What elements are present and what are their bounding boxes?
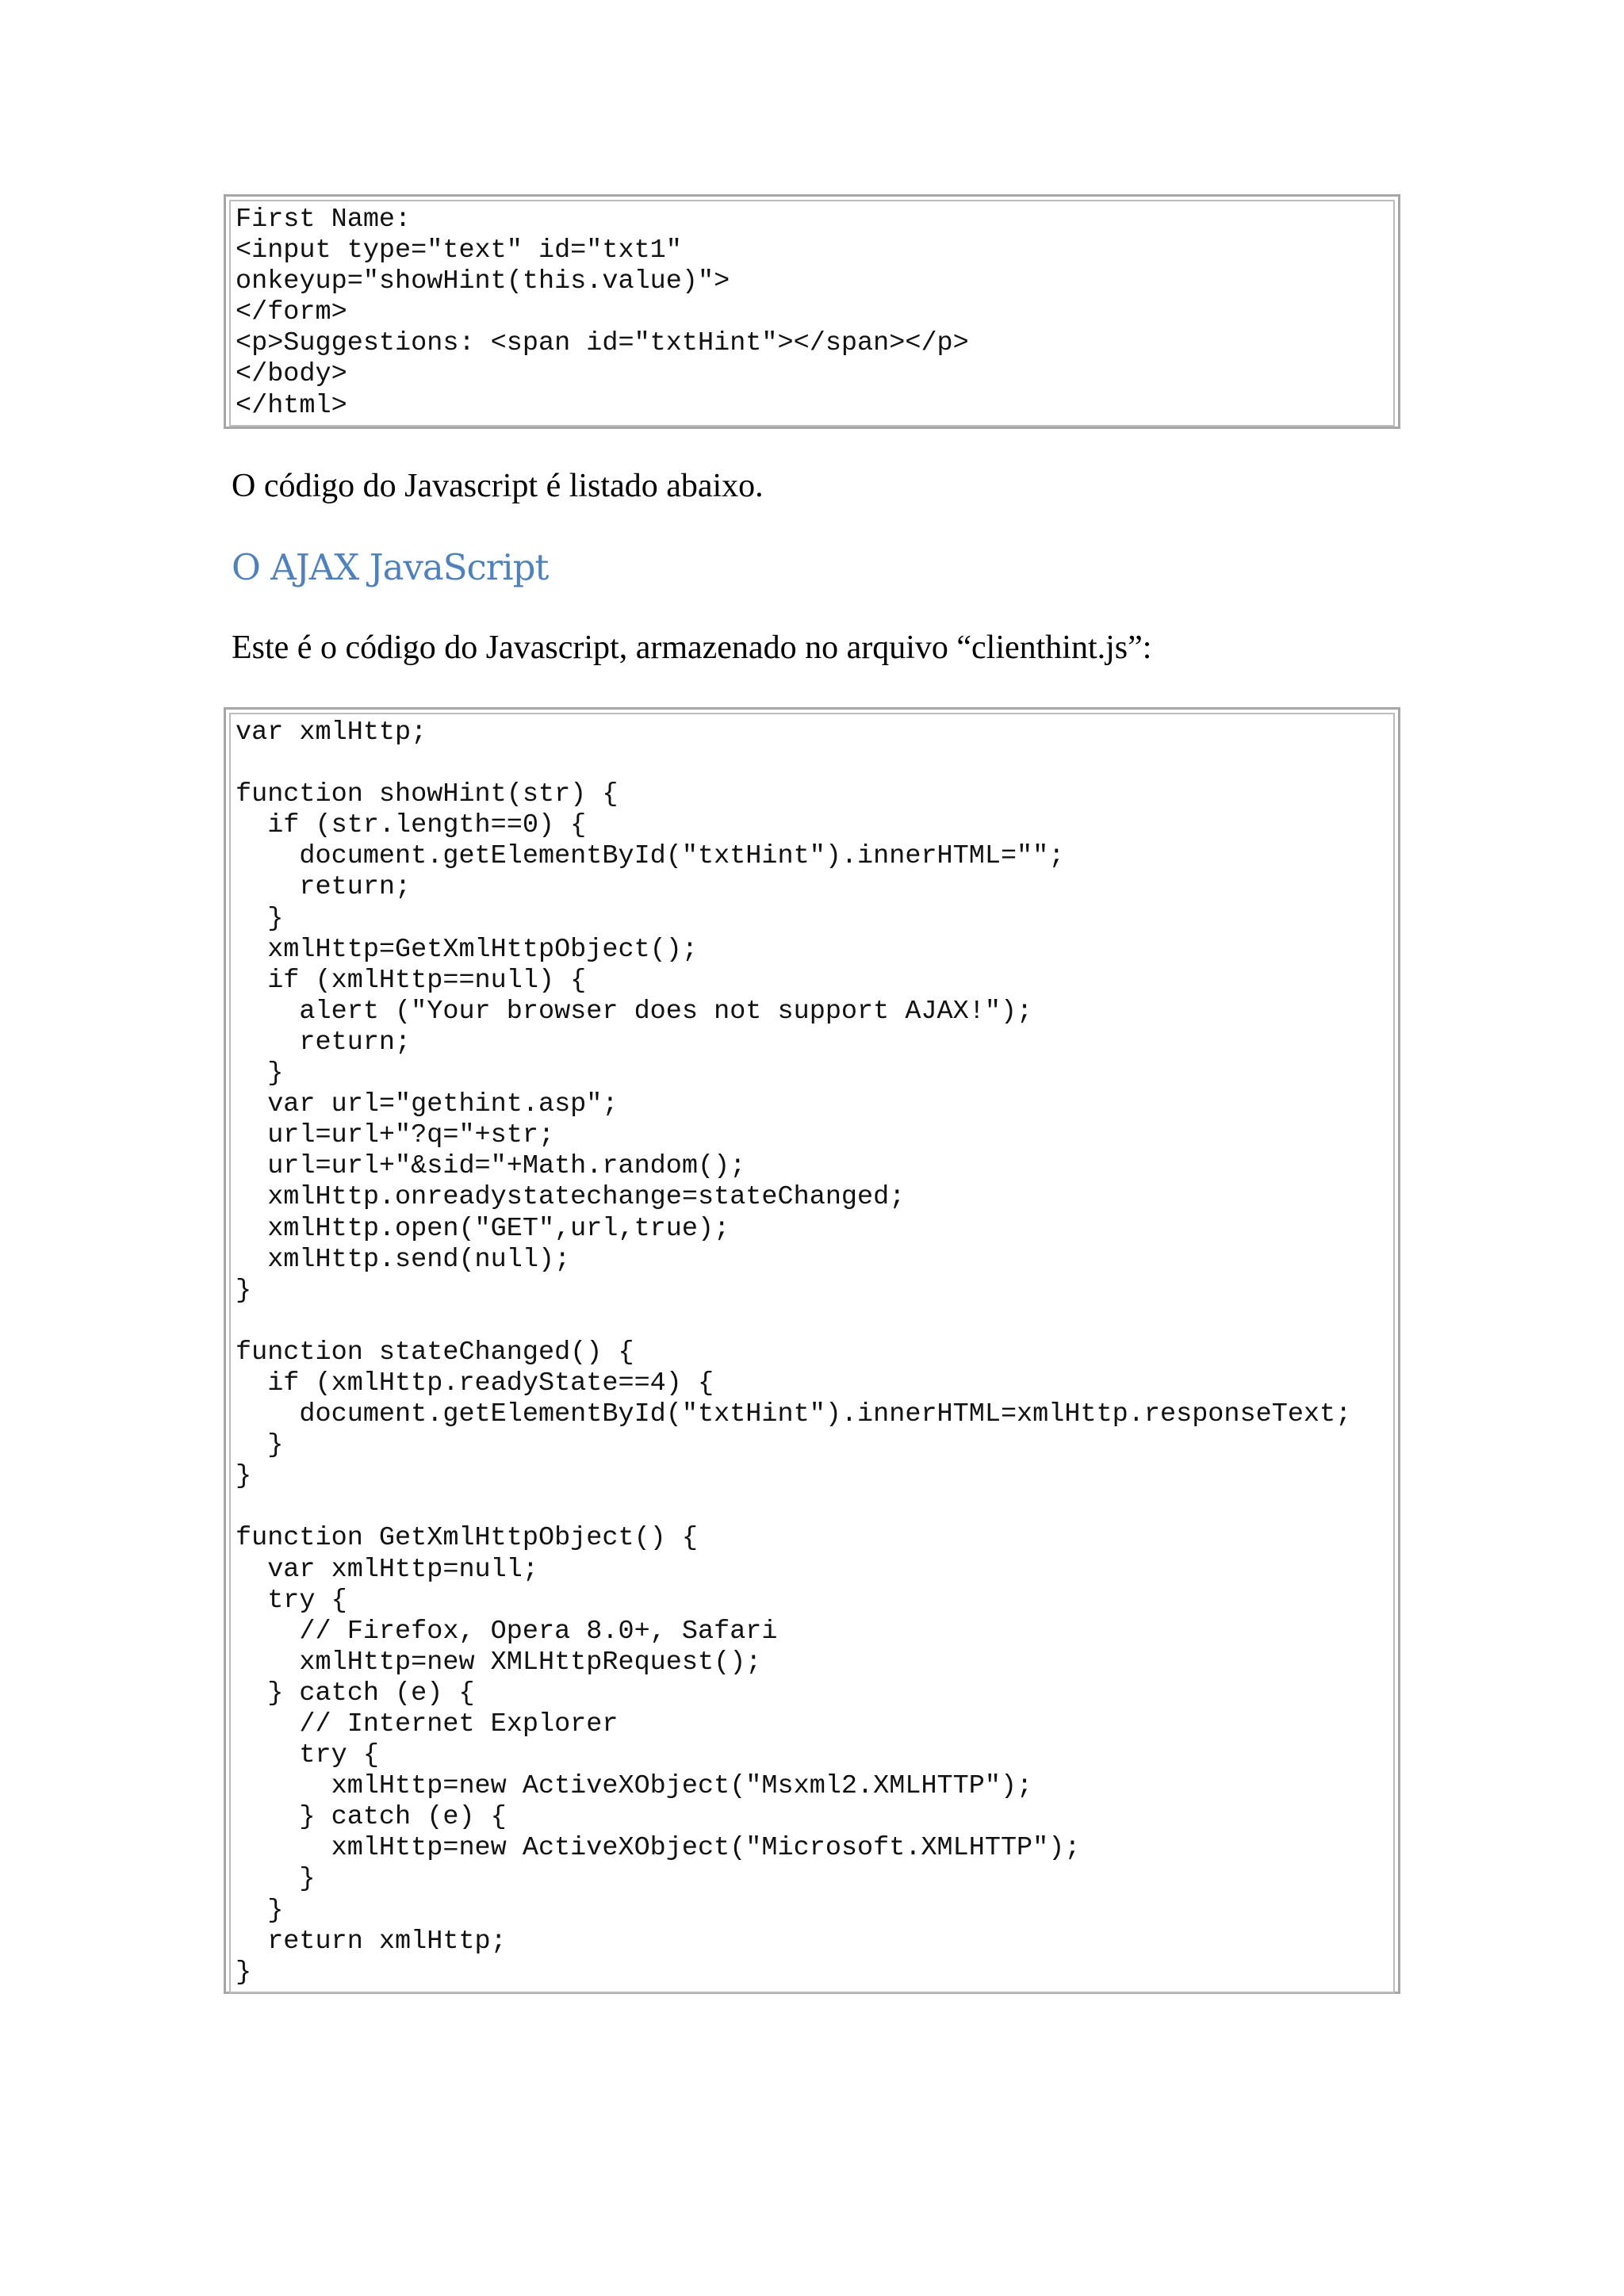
code-line xyxy=(236,1492,1393,1523)
code-line: <input type="text" id="txt1" xyxy=(236,235,682,266)
code-line: } xyxy=(236,1864,316,1895)
code-line: } xyxy=(236,1461,252,1492)
code-line: } xyxy=(236,903,284,934)
code-line xyxy=(236,748,1393,779)
code-line: </form> xyxy=(236,297,347,328)
code-line: } catch (e) { xyxy=(236,1678,475,1709)
code-line: document.getElementById("txtHint").innerHTML=""; xyxy=(236,841,1065,872)
code-line: function GetXmlHttpObject() { xyxy=(236,1523,698,1554)
code-line: } xyxy=(236,1895,284,1926)
code-line: if (xmlHttp.readyState==4) { xyxy=(236,1368,714,1399)
code-line: xmlHttp=new ActiveXObject("Microsoft.XMLHTTP"); xyxy=(236,1833,1081,1864)
code-line: } xyxy=(236,1275,252,1306)
code-line: if (xmlHttp==null) { xyxy=(236,965,587,996)
code-line: try { xyxy=(236,1585,347,1616)
code-line: } xyxy=(236,1430,284,1461)
code-line: var url="gethint.asp"; xyxy=(236,1089,619,1120)
code-line: xmlHttp.send(null); xyxy=(236,1244,571,1275)
section-heading: O AJAX JavaScript xyxy=(232,546,549,588)
code-line: url=url+"&sid="+Math.random(); xyxy=(236,1151,746,1182)
code-line: return xmlHttp; xyxy=(236,1926,507,1957)
description-paragraph: Este é o código do Javascript, armazenado no arquivo “clienthint.js”: xyxy=(232,629,1152,666)
code-line: xmlHttp=GetXmlHttpObject(); xyxy=(236,934,698,965)
code-line: if (str.length==0) { xyxy=(236,810,587,841)
code-line: // Firefox, Opera 8.0+, Safari xyxy=(236,1616,778,1647)
code-line: url=url+"?q="+str; xyxy=(236,1120,555,1151)
javascript-code-block xyxy=(224,707,1400,1994)
code-line: document.getElementById("txtHint").innerHTML=xmlHttp.responseText; xyxy=(236,1399,1352,1430)
html-code-block xyxy=(224,194,1400,429)
code-line: try { xyxy=(236,1740,379,1771)
code-line: </html> xyxy=(236,390,347,421)
code-line: alert ("Your browser does not support AJAX!"); xyxy=(236,996,1033,1027)
code-line: xmlHttp.onreadystatechange=stateChanged; xyxy=(236,1182,906,1213)
code-line xyxy=(236,1307,1393,1337)
code-line: return; xyxy=(236,872,412,903)
code-line: xmlHttp.open("GET",url,true); xyxy=(236,1213,730,1244)
code-line: function stateChanged() { xyxy=(236,1337,634,1368)
code-line: return; xyxy=(236,1027,412,1058)
javascript-code-content xyxy=(229,713,1395,1993)
code-line: onkeyup="showHint(this.value)"> xyxy=(236,266,730,297)
code-line: function showHint(str) { xyxy=(236,779,619,810)
code-line: First Name: xyxy=(236,205,412,235)
code-line: } xyxy=(236,1058,284,1089)
code-line: </body> xyxy=(236,359,347,390)
code-line: } xyxy=(236,1957,252,1988)
html-code-content xyxy=(229,200,1395,427)
code-line: <p>Suggestions: <span id="txtHint"></span></p> xyxy=(236,328,969,359)
code-line: // Internet Explorer xyxy=(236,1709,619,1739)
code-line: var xmlHttp; xyxy=(236,718,427,748)
code-line: xmlHttp=new XMLHttpRequest(); xyxy=(236,1647,762,1678)
code-line: xmlHttp=new ActiveXObject("Msxml2.XMLHTTP"); xyxy=(236,1771,1033,1802)
intro-paragraph: O código do Javascript é listado abaixo. xyxy=(232,468,764,504)
code-line: } catch (e) { xyxy=(236,1802,507,1833)
code-line: var xmlHttp=null; xyxy=(236,1554,538,1585)
